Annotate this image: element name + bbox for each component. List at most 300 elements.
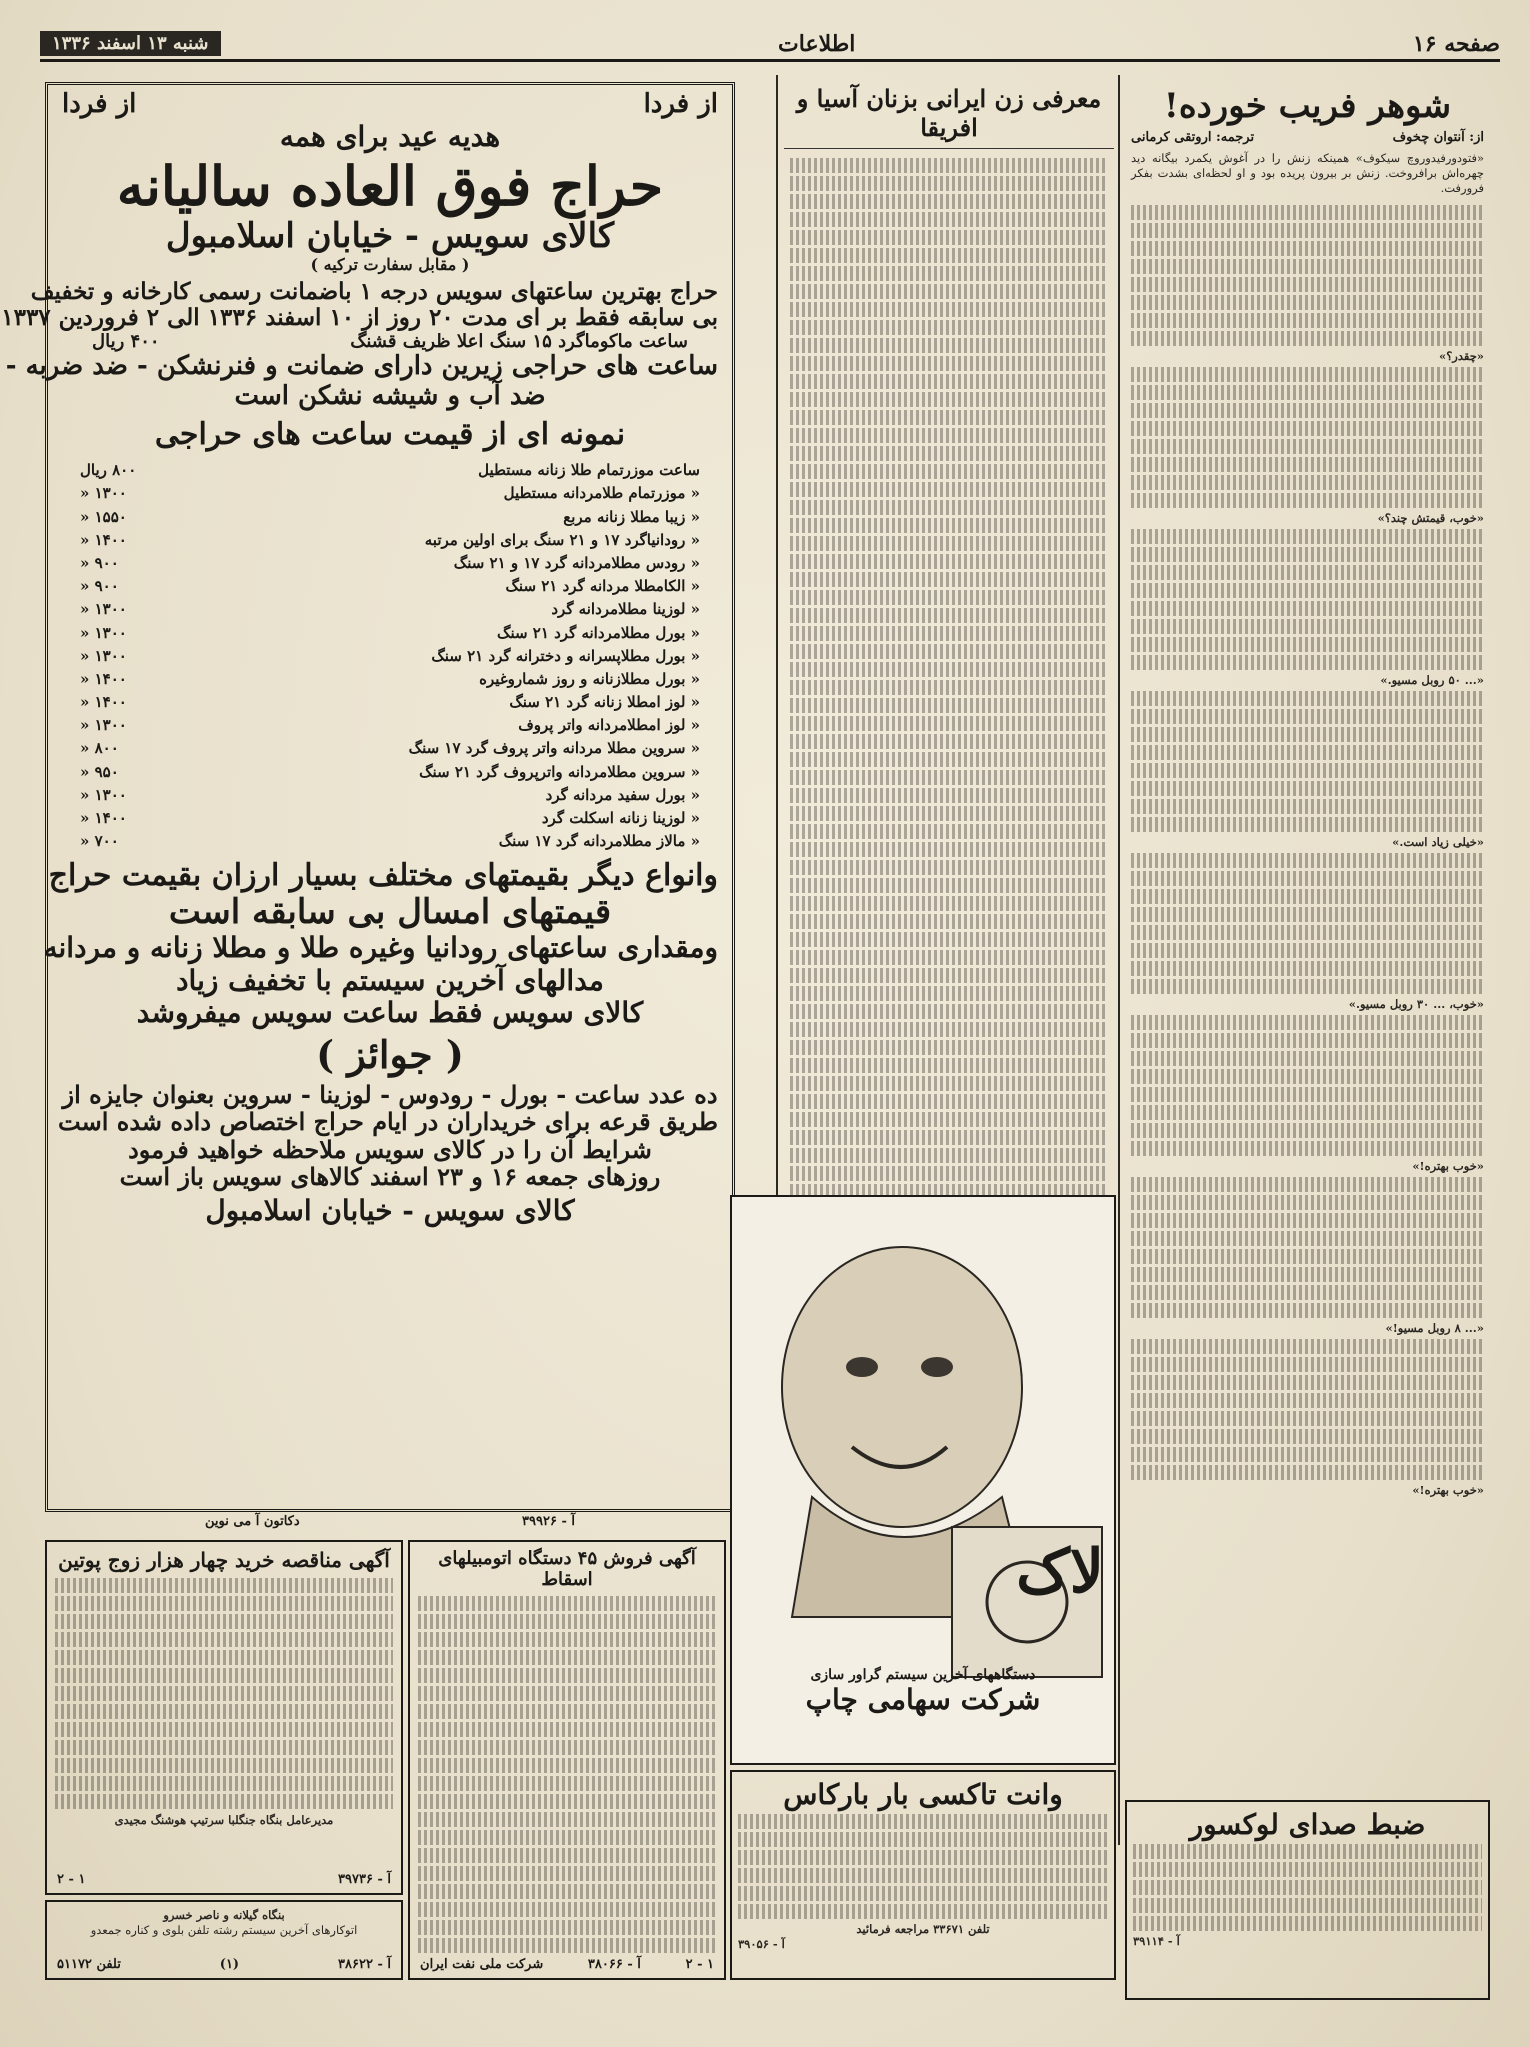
text-line	[790, 320, 1108, 335]
story-byline	[1125, 130, 1490, 151]
ad-samples-title: نمونه ای از قیمت ساعت های حراجی	[154, 417, 626, 453]
price-item-name: « لوزینا مطلامردانه گرد	[551, 600, 700, 619]
text-line	[790, 338, 1108, 353]
text-line	[1131, 1249, 1484, 1264]
text-line	[790, 788, 1108, 803]
price-item-name: « سروین مطلا مردانه واتر پروف گرد ۱۷ سنگ	[408, 739, 700, 758]
text-line	[1131, 421, 1484, 436]
text-line	[418, 1686, 716, 1701]
price-item-name: « الکامطلا مردانه گرد ۲۱ سنگ	[505, 577, 700, 596]
story-title: شوهر فریب خورده!	[1163, 86, 1452, 126]
ad-ref-right: آ - ۳۹۹۲۶	[522, 1514, 575, 1529]
text-line	[790, 1112, 1108, 1127]
text-line	[790, 1022, 1108, 1037]
ad-prize2: طریق قرعه برای خریداران در ایام حراج اختصاص داده شده است	[58, 1107, 718, 1137]
text-line	[1131, 889, 1484, 904]
cars-ad-body	[418, 1596, 716, 1953]
text-line	[418, 1902, 716, 1917]
text-line	[418, 1596, 716, 1611]
text-line	[790, 770, 1108, 785]
cars-ad-title: آگهی فروش ۴۵ دستگاه اتومبیلهای اسقاط	[438, 1548, 696, 1590]
masthead	[40, 28, 1500, 62]
story-translator: ترجمه: اروتقی کرمانی	[1131, 130, 1255, 145]
cars-ad-refs	[420, 1957, 714, 1972]
price-item-value: ۱۴۰۰ «	[80, 530, 127, 549]
article-column	[784, 80, 1114, 1230]
text-line	[1131, 1069, 1484, 1084]
text-line	[418, 1740, 716, 1755]
text-line	[790, 518, 1108, 533]
text-line	[790, 932, 1108, 947]
taxi-ad	[730, 1770, 1116, 1980]
text-line	[418, 1884, 716, 1899]
luxor-ad-title: ضبط صدای لوکسور	[1189, 1808, 1426, 1841]
text-line	[1131, 1393, 1484, 1408]
ad-corner-left: از فردا	[62, 89, 137, 119]
ad-prize4: روزهای جمعه ۱۶ و ۲۳ اسفند کالاهای سویس باز است	[119, 1162, 661, 1192]
ad-footer: کالای سویس - خیابان اسلامبول	[205, 1194, 575, 1228]
story-body	[1125, 196, 1490, 1504]
text-line	[1131, 853, 1484, 868]
text-line	[1131, 1465, 1484, 1480]
ad-store: کالای سویس - خیابان اسلامبول	[165, 216, 615, 257]
price-item-name: « رودانیاگرد ۱۷ و ۲۱ سنگ برای اولین مرتبه	[424, 530, 700, 549]
text-line	[1131, 205, 1484, 220]
text-line	[1131, 1015, 1484, 1030]
text-line	[790, 446, 1108, 461]
price-item-name: « لوز امطلا زنانه گرد ۲۱ سنگ	[509, 693, 700, 712]
price-table	[80, 459, 700, 853]
text-line	[790, 536, 1108, 551]
text-line	[418, 1866, 716, 1881]
text-line	[1133, 1880, 1482, 1895]
text-line	[1131, 1429, 1484, 1444]
price-item-name: « بورل مطلامردانه گرد ۲۱ سنگ	[497, 623, 700, 642]
text-line	[418, 1776, 716, 1791]
issue-date: شنبه ۱۳ اسفند ۱۳۳۶	[40, 31, 221, 56]
bus-company-ad	[45, 1900, 403, 1980]
price-item-value: ۸۰۰ ریال	[80, 461, 137, 480]
text-line	[1131, 601, 1484, 616]
cars-ad-ref: آ - ۳۸۰۶۶	[587, 1957, 641, 1972]
text-line	[738, 1868, 1108, 1883]
article-body	[784, 149, 1114, 1208]
text-line	[790, 662, 1108, 677]
price-row	[80, 528, 700, 551]
text-line	[790, 1094, 1108, 1109]
text-line	[1131, 385, 1484, 400]
text-line	[1133, 1862, 1482, 1877]
price-item-value: ۱۳۰۰ «	[80, 623, 127, 642]
story-quote: «خیلی زیاد است.»	[1392, 835, 1484, 849]
article-title: معرفی زن ایرانی بزنان آسیا و افریقا	[784, 80, 1114, 149]
text-line	[1131, 367, 1484, 382]
price-row	[80, 621, 700, 644]
ad-promo2: قیمتهای امسال بی سابقه است	[168, 892, 612, 933]
price-item-value: ۱۳۰۰ «	[80, 716, 127, 735]
price-item-value: ۹۵۰ «	[80, 762, 119, 781]
price-item-value: ۱۵۵۰ «	[80, 507, 127, 526]
price-row	[80, 667, 700, 690]
text-line	[1131, 1195, 1484, 1210]
ad-gift-line: هدیه عید برای همه	[279, 120, 501, 153]
bus-ad-phone: تلفن ۵۱۱۷۲	[57, 1957, 121, 1972]
price-row	[80, 505, 700, 528]
taxi-ad-phone: تلفن ۳۳۶۷۱ مراجعه فرمائید	[856, 1922, 990, 1936]
story-quote: «خوب بهتره!»	[1412, 1483, 1484, 1497]
text-line	[1131, 1141, 1484, 1156]
print-company-ad	[730, 1195, 1116, 1765]
text-line	[790, 284, 1108, 299]
text-line	[1131, 259, 1484, 274]
text-line	[1131, 529, 1484, 544]
paper-title: اطلاعات	[778, 30, 856, 57]
text-line	[55, 1776, 393, 1791]
ad-line3-text: ساعت ماکوماگرد ۱۵ سنگ اعلا ظریف قشنگ	[350, 330, 688, 352]
text-line	[1131, 799, 1484, 814]
ad-line3-price: ۴۰۰ ریال	[92, 330, 160, 352]
price-item-name: « بورل مطلازنانه و روز شماروغیره	[479, 669, 700, 688]
text-line	[790, 968, 1108, 983]
shoes-ad-title: آگهی مناقصه خرید چهار هزار زوج پوتین	[58, 1548, 390, 1572]
story-quote: «خوب، قیمتش چند؟»	[1377, 511, 1484, 525]
text-line	[55, 1650, 393, 1665]
text-line	[1131, 1267, 1484, 1282]
text-line	[1131, 781, 1484, 796]
price-row	[80, 760, 700, 783]
price-item-value: ۱۴۰۰ «	[80, 669, 127, 688]
text-line	[55, 1686, 393, 1701]
ad-promo1: وانواع دیگر بقیمتهای مختلف بسیار ارزان بقیمت حراج	[48, 857, 718, 893]
price-item-name: « موزرتمام طلامردانه مستطیل	[503, 484, 700, 503]
text-line	[1131, 1303, 1484, 1318]
text-line	[1131, 619, 1484, 634]
ad-line1: حراج بهترین ساعتهای سویس درجه ۱ باضمانت رسمی کارخانه و تخفیف	[30, 277, 718, 305]
text-line	[790, 986, 1108, 1001]
text-line	[790, 1040, 1108, 1055]
price-item-value: ۱۳۰۰ «	[80, 484, 127, 503]
text-line	[418, 1614, 716, 1629]
luxor-ad-body	[1133, 1844, 1482, 1931]
price-item-value: ۱۳۰۰ «	[80, 600, 127, 619]
text-line	[1131, 313, 1484, 328]
ad-line2: بی سابقه فقط بر ای مدت ۲۰ روز از ۱۰ اسفند ۱۳۳۶ الی ۲ فروردین ۱۳۳۷	[1, 304, 718, 332]
text-line	[1131, 1033, 1484, 1048]
text-line	[1131, 943, 1484, 958]
text-line	[1131, 1177, 1484, 1192]
page-number: صفحه ۱۶	[1412, 30, 1500, 57]
print-ad-text	[742, 1667, 1104, 1716]
text-line	[1131, 1105, 1484, 1120]
text-line	[790, 1130, 1108, 1145]
price-row	[80, 644, 700, 667]
story-author: از: آنتوان چخوف	[1392, 130, 1484, 145]
text-line	[418, 1632, 716, 1647]
text-line	[1131, 1051, 1484, 1066]
text-line	[790, 824, 1108, 839]
text-line	[1131, 1357, 1484, 1372]
text-line	[790, 374, 1108, 389]
bus-ad-org: بنگاه گیلانه و ناصر خسرو	[163, 1908, 285, 1922]
text-line	[790, 158, 1108, 173]
price-item-name: « بورل سفید مردانه گرد	[545, 785, 700, 804]
text-line	[790, 590, 1108, 605]
text-line	[1131, 655, 1484, 670]
text-line	[790, 176, 1108, 191]
price-row	[80, 690, 700, 713]
text-line	[1131, 925, 1484, 940]
ad-promo3: ومقداری ساعتهای رودانیا وغیره طلا و مطلا زنانه و مردانه	[43, 931, 718, 965]
price-row	[80, 551, 700, 574]
price-item-value: ۹۰۰ «	[80, 577, 119, 596]
text-line	[738, 1850, 1108, 1865]
price-item-name: « مالاز مطلامردانه گرد ۱۷ سنگ	[498, 832, 700, 851]
text-line	[1131, 331, 1484, 346]
text-line	[1133, 1898, 1482, 1913]
text-line	[790, 356, 1108, 371]
story-quote: «چقدر؟»	[1439, 349, 1484, 363]
cars-ad-company: شرکت ملی نفت ایران	[420, 1957, 544, 1972]
price-row	[80, 575, 700, 598]
ad-prize3: شرایط آن را در کالای سویس ملاحظه خواهید فرمود	[128, 1134, 652, 1164]
text-line	[738, 1886, 1108, 1901]
text-line	[1131, 1213, 1484, 1228]
price-item-name: « زیبا مطلا زنانه مربع	[563, 507, 700, 526]
text-line	[738, 1814, 1108, 1829]
text-line	[55, 1794, 393, 1809]
text-line	[1131, 1447, 1484, 1462]
text-line	[790, 428, 1108, 443]
text-line	[1131, 871, 1484, 886]
text-line	[790, 608, 1108, 623]
text-line	[790, 230, 1108, 245]
price-row	[80, 482, 700, 505]
text-line	[790, 1166, 1108, 1181]
text-line	[418, 1920, 716, 1935]
text-line	[790, 482, 1108, 497]
taxi-ad-body	[738, 1814, 1108, 1919]
text-line	[790, 464, 1108, 479]
text-line	[790, 806, 1108, 821]
price-row	[80, 459, 700, 482]
price-item-value: ۱۳۰۰ «	[80, 646, 127, 665]
price-item-value: ۹۰۰ «	[80, 553, 119, 572]
text-line	[790, 644, 1108, 659]
text-line	[55, 1578, 393, 1593]
text-line	[790, 734, 1108, 749]
text-line	[418, 1722, 716, 1737]
text-line	[1131, 295, 1484, 310]
text-line	[1131, 691, 1484, 706]
price-item-value: ۸۰۰ «	[80, 739, 119, 758]
text-line	[55, 1596, 393, 1611]
text-line	[1131, 817, 1484, 832]
text-line	[55, 1758, 393, 1773]
luxor-ad-ref: آ - ۳۹۱۱۴	[1133, 1934, 1180, 1948]
text-line	[790, 752, 1108, 767]
ad-prize-title: ( جوائز )	[316, 1031, 464, 1077]
text-line	[1131, 547, 1484, 562]
text-line	[55, 1722, 393, 1737]
text-line	[1131, 961, 1484, 976]
text-line	[55, 1668, 393, 1683]
auction-advertisement	[1, 82, 735, 1512]
bus-ad-line: اتوکارهای آخرین سیستم رشته تلفن بلوی و کناره جمعدو	[90, 1923, 358, 1937]
shoes-ad-ref2: ۱ - ۲	[57, 1872, 86, 1887]
price-item-name: ساعت موزرتمام طلا زنانه مستطیل	[478, 461, 700, 480]
price-item-value: ۷۰۰ «	[80, 832, 119, 851]
text-line	[1131, 979, 1484, 994]
price-item-name: « سروین مطلامردانه واترپروف گرد ۲۱ سنگ	[419, 762, 700, 781]
text-line	[1131, 763, 1484, 778]
text-line	[790, 626, 1108, 641]
text-line	[1131, 1375, 1484, 1390]
price-row	[80, 737, 700, 760]
text-line	[1131, 457, 1484, 472]
text-line	[790, 554, 1108, 569]
text-line	[1131, 727, 1484, 742]
text-line	[1131, 709, 1484, 724]
story-quote: «خوب، ... ۳۰ روبل مسیو.»	[1348, 997, 1484, 1011]
text-line	[418, 1848, 716, 1863]
print-ad-brand: لاک	[1016, 1537, 1104, 1607]
text-line	[1131, 745, 1484, 760]
price-row	[80, 783, 700, 806]
price-item-value: ۱۴۰۰ «	[80, 693, 127, 712]
column-rule	[776, 75, 778, 1205]
shoes-ad-signature: مدیرعامل بنگاه جنگلبا سرتیپ هوشنگ مجیدی	[114, 1813, 334, 1827]
text-line	[790, 410, 1108, 425]
ad-ref-left: دکاتون آ می نوین	[205, 1514, 300, 1529]
shoes-ad-refs	[57, 1872, 391, 1887]
bus-ad-ref: آ - ۳۸۶۲۲	[338, 1957, 391, 1972]
text-line	[790, 572, 1108, 587]
text-line	[418, 1668, 716, 1683]
story-quote: «... ۵۰ روبل مسیو.»	[1380, 673, 1484, 687]
shoes-ad-body	[55, 1578, 393, 1809]
text-line	[1131, 565, 1484, 580]
text-line	[790, 878, 1108, 893]
text-line	[790, 680, 1108, 695]
text-line	[1131, 637, 1484, 652]
shoes-tender-ad	[45, 1540, 403, 1895]
story-column	[1125, 80, 1490, 1840]
text-line	[418, 1830, 716, 1845]
price-row	[80, 830, 700, 853]
text-line	[790, 1058, 1108, 1073]
text-line	[790, 248, 1108, 263]
text-line	[1131, 277, 1484, 292]
text-line	[790, 500, 1108, 515]
ad-refs	[45, 1514, 735, 1529]
text-line	[1131, 583, 1484, 598]
text-line	[1131, 403, 1484, 418]
bus-ad-refs	[57, 1957, 391, 1972]
story-quote: «... ۸ روبل مسیو!»	[1385, 1321, 1484, 1335]
luxor-ad	[1125, 1800, 1490, 2000]
text-line	[55, 1632, 393, 1647]
ad-line5: ضد آب و شیشه نشکن است	[234, 381, 546, 412]
price-item-value: ۱۳۰۰ «	[80, 785, 127, 804]
text-line	[790, 842, 1108, 857]
text-line	[790, 896, 1108, 911]
text-line	[55, 1704, 393, 1719]
text-line	[1131, 907, 1484, 922]
print-ad-company: شرکت سهامی چاپ	[805, 1683, 1041, 1716]
text-line	[1131, 493, 1484, 508]
price-item-name: « رودس مطلامردانه گرد ۱۷ و ۲۱ سنگ	[453, 553, 700, 572]
text-line	[790, 1148, 1108, 1163]
text-line	[790, 950, 1108, 965]
taxi-ad-title: وانت تاکسی بار بارکاس	[783, 1778, 1063, 1811]
text-line	[1131, 1411, 1484, 1426]
text-line	[1131, 1231, 1484, 1246]
ad-corner-right: از فردا	[643, 89, 718, 119]
ad-line4: ساعت های حراجی زیرین دارای ضمانت و فنرنشکن - ضد ضربه -	[5, 351, 718, 382]
price-item-name: « لوز امطلامردانه واتر پروف	[518, 716, 700, 735]
text-line	[1131, 1339, 1484, 1354]
text-line	[790, 194, 1108, 209]
text-line	[418, 1794, 716, 1809]
text-line	[790, 698, 1108, 713]
text-line	[1133, 1916, 1482, 1931]
text-line	[738, 1904, 1108, 1919]
text-line	[55, 1740, 393, 1755]
ad-store-sub: ( مقابل سفارت ترکیه )	[310, 255, 470, 275]
taxi-ad-ref: آ - ۳۹۰۵۶	[738, 1937, 785, 1951]
text-line	[1131, 1123, 1484, 1138]
ad-promo4: مدالهای آخرین سیستم با تخفیف زیاد	[176, 963, 604, 997]
price-row	[80, 598, 700, 621]
price-item-name: « لوزینا زنانه اسکلت گرد	[541, 809, 700, 828]
ad-line3	[62, 332, 718, 353]
text-line	[738, 1832, 1108, 1847]
text-line	[1131, 1285, 1484, 1300]
text-line	[55, 1614, 393, 1629]
text-line	[1131, 241, 1484, 256]
text-line	[790, 302, 1108, 317]
price-item-value: ۱۴۰۰ «	[80, 809, 127, 828]
cars-ad-ref2: ۱ - ۲	[685, 1957, 714, 1972]
print-ad-tagline: دستگاههای آخرین سیستم گراور سازی	[810, 1667, 1036, 1683]
text-line	[790, 392, 1108, 407]
text-line	[790, 716, 1108, 731]
price-row	[80, 806, 700, 829]
text-line	[418, 1758, 716, 1773]
text-line	[418, 1650, 716, 1665]
text-line	[1131, 223, 1484, 238]
text-line	[1133, 1844, 1482, 1859]
ad-prize1: ده عدد ساعت - بورل - رودوس - لوزینا - سروین بعنوان جایزه از	[62, 1079, 718, 1109]
text-line	[790, 914, 1108, 929]
shoes-ad-ref: آ - ۳۹۷۳۶	[338, 1872, 391, 1887]
bus-ad-num: (۱)	[219, 1957, 240, 1972]
cars-sale-ad	[408, 1540, 726, 1980]
price-item-name: « بورل مطلاپسرانه و دخترانه گرد ۲۱ سنگ	[431, 646, 700, 665]
ad-promo5: کالای سویس فقط ساعت سویس میفروشد	[136, 995, 644, 1029]
text-line	[1131, 439, 1484, 454]
story-lead: «فتودورفیدوروچ سیکوف» همینکه زنش را در آغوش یکمرد بیگانه دید چهره‌اش برافروخت. زنش بر بیرون پریده بود و او لحظه‌ای بشدت بفکر فرورفت.	[1131, 151, 1484, 195]
text-line	[790, 860, 1108, 875]
ad-headline: حراج فوق العاده سالیانه	[116, 154, 664, 219]
text-line	[790, 212, 1108, 227]
column-rule	[1118, 75, 1120, 1845]
text-line	[790, 1076, 1108, 1091]
price-row	[80, 714, 700, 737]
text-line	[1131, 475, 1484, 490]
text-line	[418, 1812, 716, 1827]
text-line	[418, 1704, 716, 1719]
